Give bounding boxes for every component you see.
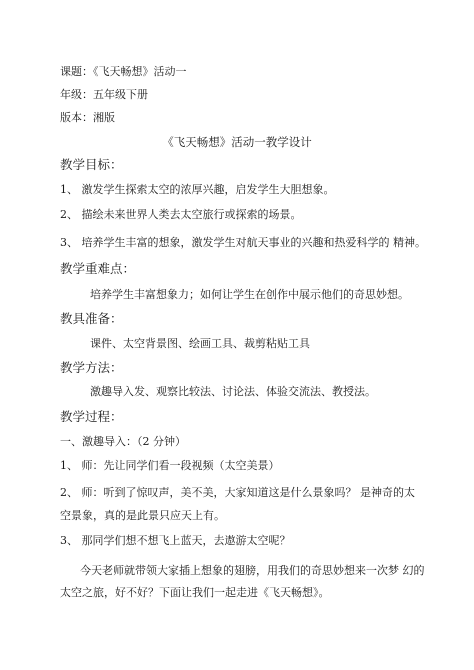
- document-title: 《飞天畅想》活动一教学设计: [162, 135, 312, 149]
- key-points-heading: 教学重难点：: [60, 261, 136, 276]
- goal-item: 2、 描绘未来世界人类去太空旅行或探索的场景。: [60, 208, 302, 221]
- process-heading: 教学过程：: [60, 409, 123, 424]
- goals-heading: 教学目标：: [60, 157, 123, 172]
- goal-item: 1、 激发学生探索太空的浓厚兴趣，启发学生大胆想象。: [60, 183, 335, 196]
- process-step: 3、 那同学们想不想飞上蓝天，去遨游太空呢？: [60, 534, 291, 547]
- process-step: 1、 师：先让同学们看一段视频（太空美景）: [60, 459, 280, 472]
- process-step-continued: 空景象，真的是此景只应天上有。: [60, 509, 225, 522]
- closing-text: 今天老师就带领大家插上想象的翅膀，用我们的奇思妙想来一次梦 幻的: [80, 564, 425, 577]
- materials-text: 课件、太空背景图、绘画工具、裁剪粘贴工具: [90, 337, 310, 350]
- process-section-intro: 一、激趣导入：（2 分钟）: [60, 435, 186, 448]
- key-points-text: 培养学生丰富想象力；如何让学生在创作中展示他们的奇思妙想。: [90, 288, 409, 301]
- materials-heading: 教具准备：: [60, 311, 123, 326]
- goal-item: 3、 培养学生丰富的想象，激发学生对航天事业的兴趣和热爱科学的 精神。: [60, 236, 426, 249]
- lesson-grade: 年级：五年级下册: [60, 88, 148, 101]
- closing-text-continued: 太空之旅，好不好？下面让我们一起走进《飞天畅想》。: [60, 586, 330, 599]
- process-step: 2、 师：听到了惊叹声，美不美，大家知道这是什么景象吗？ 是神奇的太: [60, 486, 415, 499]
- lesson-edition: 版本：湘版: [60, 111, 115, 124]
- lesson-topic: 课题：《飞天畅想》活动一: [60, 65, 187, 78]
- methods-heading: 教学方法：: [60, 360, 123, 375]
- methods-text: 激趣导入发、观察比较法、讨论法、体验交流法、教授法。: [90, 385, 376, 398]
